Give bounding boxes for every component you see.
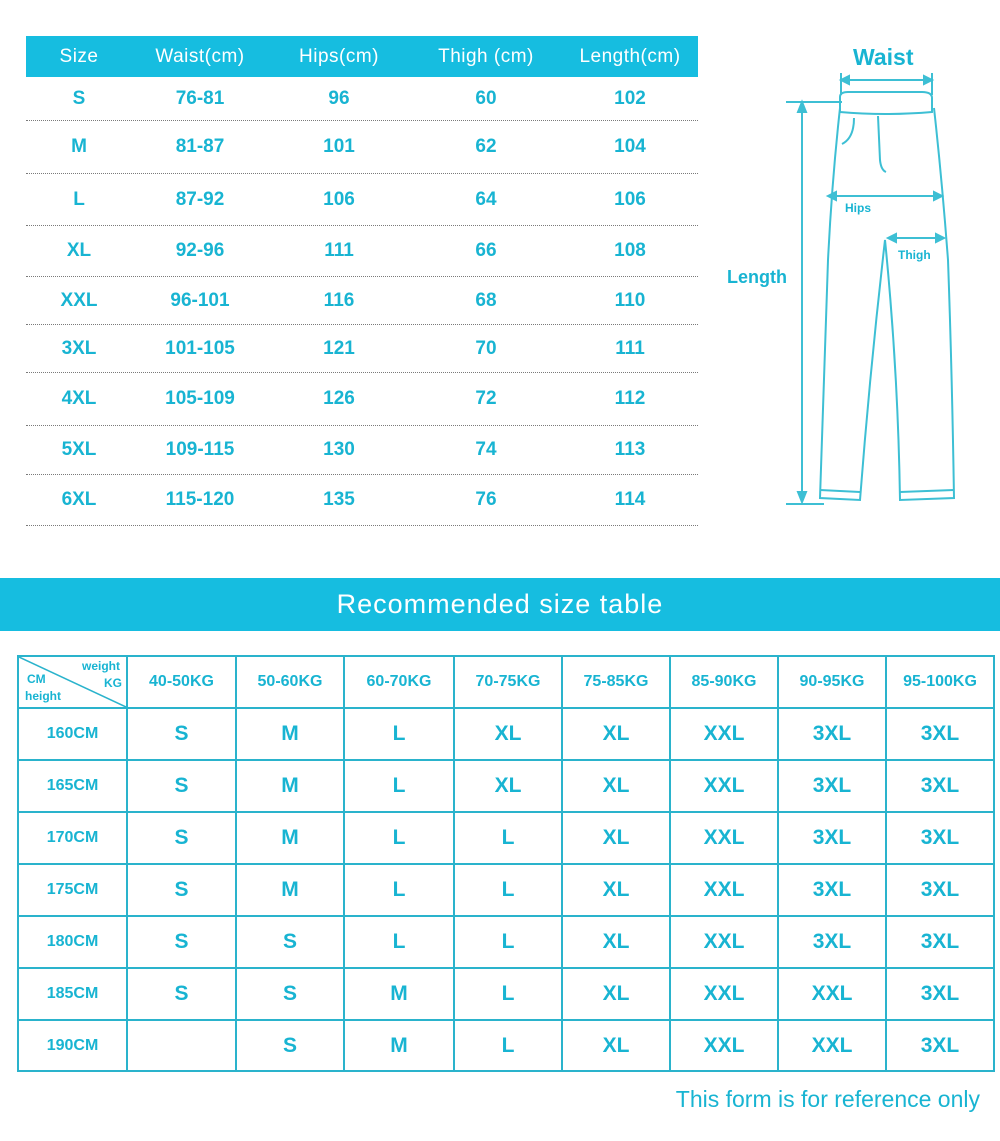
height-row [18,708,994,760]
size-measurement: 62 [475,136,497,157]
recommended-size-cell: M [236,708,344,760]
weight-header-row [18,656,994,708]
size-measurement: 81-87 [175,136,225,157]
size-chart-header [26,36,698,77]
size-measurement: 68 [475,289,497,311]
size-measurement: 126 [323,388,355,409]
size-measurement: 87-92 [175,188,225,210]
height-label: 170CM [18,812,127,864]
pants-measurement-diagram [720,40,990,520]
size-measurement: 92-96 [175,240,225,261]
size-chart-row [26,174,698,226]
weight-range-header: 95-100KG [886,656,994,708]
recommended-size-table [17,655,995,1072]
recommended-size-cell: XL [454,708,562,760]
recommended-size-cell: XL [562,708,670,760]
size-measurement: 102 [614,87,646,109]
corner-cm-label: CM [27,672,46,686]
recommended-size-cell: M [344,1020,454,1071]
recommended-size-cell: XXL [670,812,778,864]
size-measurement: 111 [615,337,645,359]
size-label: L [73,188,85,210]
thigh-label: Thigh [898,248,931,262]
size-chart-header-cell: Hips(cm) [299,45,379,67]
corner-weight-label: weight [82,659,120,673]
size-measurement: 72 [475,388,497,409]
recommended-size-banner: Recommended size table [0,578,1000,631]
weight-range-header: 50-60KG [236,656,344,708]
corner-kg-label: KG [104,676,122,690]
size-measurement: 106 [323,188,355,210]
size-measurement: 121 [323,337,355,359]
size-measurement: 64 [475,188,497,210]
recommended-size-cell: S [127,864,236,916]
size-chart-row [26,325,698,373]
recommended-size-cell: S [236,968,344,1020]
recommended-size-cell: XXL [670,864,778,916]
recommended-size-cell: L [344,916,454,968]
size-measurement: 115-120 [165,489,235,510]
size-chart-table [26,36,698,526]
height-row [18,812,994,864]
size-label: XL [66,240,92,261]
recommended-size-cell: L [454,812,562,864]
size-label: S [72,87,86,109]
size-measurement: 96 [328,87,350,109]
recommended-size-cell [127,1020,236,1071]
size-label: 5XL [61,439,97,460]
recommended-size-cell: M [236,812,344,864]
size-chart-row [26,475,698,526]
height-label: 160CM [18,708,127,760]
recommended-size-cell: XXL [670,1020,778,1071]
weight-range-header: 40-50KG [127,656,236,708]
recommended-size-cell: S [236,916,344,968]
height-label: 190CM [18,1020,127,1071]
weight-range-header: 70-75KG [454,656,562,708]
size-label: 4XL [61,388,97,409]
recommended-size-cell: 3XL [778,916,886,968]
recommended-size-cell: XXL [778,968,886,1020]
size-measurement: 105-109 [165,388,235,409]
size-measurement: 101-105 [165,337,235,359]
size-measurement: 112 [614,388,646,409]
size-measurement: 76-81 [175,87,225,109]
recommended-size-cell: XL [562,916,670,968]
recommended-size-cell: 3XL [886,812,994,864]
recommended-size-cell: M [344,968,454,1020]
size-measurement: 101 [323,136,355,157]
recommended-size-cell: M [236,760,344,812]
size-measurement: 104 [614,136,646,157]
recommended-size-cell: L [454,916,562,968]
size-measurement: 110 [614,289,646,311]
size-chart-header-cell: Length(cm) [579,45,681,67]
height-row [18,1020,994,1071]
height-label: 180CM [18,916,127,968]
recommended-size-cell: L [344,812,454,864]
recommended-size-cell: L [454,968,562,1020]
recommended-size-cell: 3XL [886,708,994,760]
recommended-size-cell: XL [454,760,562,812]
weight-range-header: 85-90KG [670,656,778,708]
weight-range-header: 90-95KG [778,656,886,708]
size-measurement: 130 [323,439,355,460]
reference-footnote: This form is for reference only [675,1086,980,1112]
recommended-size-cell: M [236,864,344,916]
recommended-size-cell: XL [562,1020,670,1071]
size-chart-row [26,426,698,475]
size-label: 6XL [61,489,97,510]
recommended-size-cell: XL [562,812,670,864]
recommended-size-cell: S [127,708,236,760]
size-measurement: 60 [475,87,497,109]
recommended-size-cell: 3XL [778,812,886,864]
size-measurement: 135 [323,489,355,510]
size-chart-row [26,373,698,426]
height-label: 175CM [18,864,127,916]
size-measurement: 96-101 [170,289,230,311]
size-measurement: 108 [614,240,646,261]
size-measurement: 66 [475,240,497,261]
corner-header-cell [18,656,127,708]
recommended-size-cell: S [236,1020,344,1071]
height-label: 165CM [18,760,127,812]
recommended-size-cell: S [127,812,236,864]
recommended-size-cell: XXL [670,916,778,968]
recommended-size-cell: 3XL [886,1020,994,1071]
size-measurement: 74 [475,439,497,460]
recommended-size-cell: 3XL [778,864,886,916]
recommended-size-cell: 3XL [886,968,994,1020]
size-chart-header-cell: Thigh (cm) [438,45,534,67]
size-chart-row [26,226,698,277]
size-measurement: 113 [614,439,646,460]
weight-range-header: 60-70KG [344,656,454,708]
recommended-size-cell: L [344,760,454,812]
recommended-size-cell: XXL [778,1020,886,1071]
recommended-size-cell: L [454,1020,562,1071]
recommended-size-cell: XL [562,968,670,1020]
size-label: XXL [60,289,98,311]
recommended-size-cell: L [344,708,454,760]
height-row [18,864,994,916]
weight-range-header: 75-85KG [562,656,670,708]
recommended-size-cell: 3XL [886,916,994,968]
recommended-size-cell: S [127,916,236,968]
size-chart-row [26,121,698,174]
size-chart-row [26,77,698,121]
height-row [18,916,994,968]
recommended-size-cell: S [127,968,236,1020]
height-row [18,968,994,1020]
size-measurement: 106 [614,188,646,210]
recommended-size-cell: XXL [670,760,778,812]
recommended-size-cell: XL [562,864,670,916]
length-label: Length [727,267,787,287]
size-chart-header-cell: Waist(cm) [155,45,245,67]
recommended-size-cell: XXL [670,968,778,1020]
corner-height-label: height [25,689,61,703]
recommended-size-cell: 3XL [778,708,886,760]
size-measurement: 114 [614,489,646,510]
recommended-size-cell: S [127,760,236,812]
size-measurement: 76 [475,489,497,510]
recommended-size-cell: L [454,864,562,916]
recommended-size-cell: XL [562,760,670,812]
recommended-size-cell: 3XL [778,760,886,812]
size-measurement: 70 [475,337,497,359]
size-chart-header-cell: Size [59,45,99,67]
size-chart-row [26,277,698,325]
waist-label: Waist [853,44,914,70]
recommended-size-cell: L [344,864,454,916]
size-label: M [71,136,87,157]
size-label: 3XL [61,337,97,359]
recommended-size-cell: XXL [670,708,778,760]
recommended-size-cell: 3XL [886,864,994,916]
recommended-size-cell: 3XL [886,760,994,812]
size-chart-body [26,77,698,526]
height-label: 185CM [18,968,127,1020]
size-measurement: 111 [324,240,354,261]
height-row [18,760,994,812]
size-measurement: 116 [323,289,355,311]
hips-label: Hips [845,201,872,215]
size-measurement: 109-115 [165,439,235,460]
